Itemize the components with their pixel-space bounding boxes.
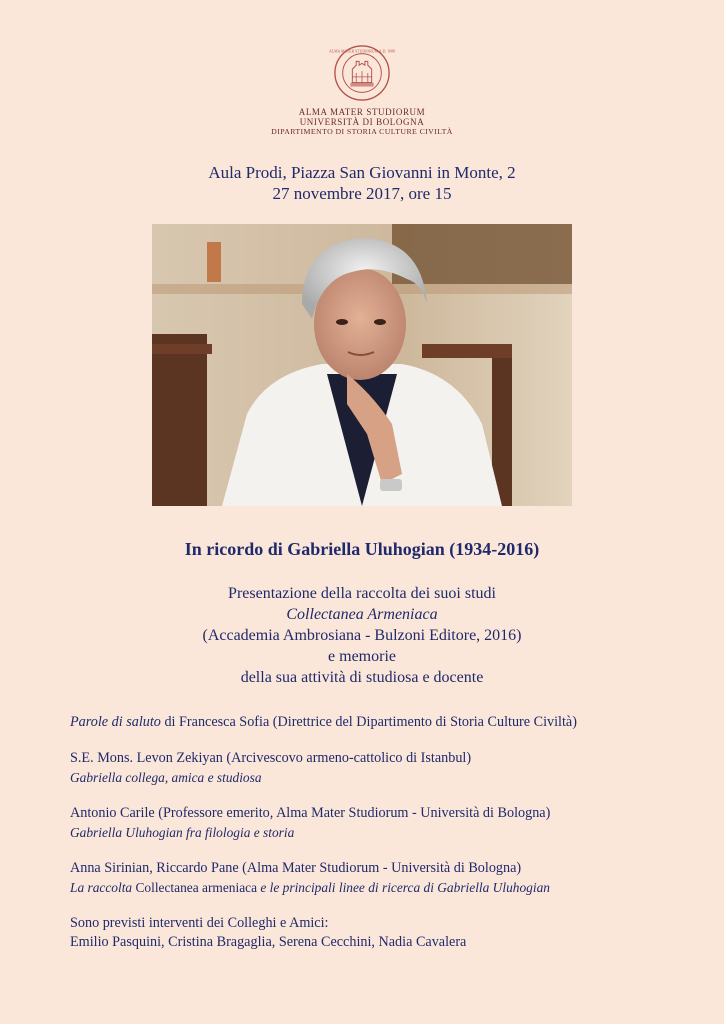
talk-title-book: Collectanea armeniaca [135, 880, 258, 895]
guests-list: Emilio Pasquini, Cristina Bragaglia, Serena Cecchini, Nadia Cavalera [70, 934, 467, 950]
speaker-name: S.E. Mons. Levon Zekiyan (Arcivescovo armeno-cattolico di Istanbul) [70, 750, 472, 766]
presentation-line-1: Presentazione della raccolta dei suoi studi [228, 585, 496, 602]
speaker-item [70, 749, 690, 787]
speaker-name: Anna Sirinian, Riccardo Pane (Alma Mater Studiorum - Università di Bologna) [70, 860, 522, 876]
program [70, 713, 690, 969]
venue-date: 27 novembre 2017, ore 15 [272, 184, 452, 203]
header [0, 44, 724, 137]
speaker-item [70, 859, 690, 897]
greeting-speaker: di Francesca Sofia (Direttrice del Dipartimento di Storia Culture Civiltà) [160, 714, 577, 730]
book-title: Collectanea Armeniaca [286, 606, 438, 623]
talk-title: Gabriella Uluhogian fra filologia e storia [70, 825, 295, 840]
portrait-illustration [152, 224, 572, 506]
publisher: (Accademia Ambrosiana - Bulzoni Editore, 2016) [202, 627, 522, 644]
institution-line-3: DIPARTIMENTO DI STORIA CULTURE CIVILTÀ [271, 127, 453, 136]
institution-line-1: ALMA MATER STUDIORUM [298, 107, 426, 117]
presentation-line-4: e memorie [328, 648, 396, 665]
greeting-item [70, 713, 690, 732]
talk-title-part: La raccolta [70, 880, 136, 895]
university-seal-icon [328, 44, 396, 102]
guests-intro: Sono previsti interventi dei Colleghi e Amici: [70, 915, 329, 931]
talk-title: Gabriella collega, amica e studiosa [70, 770, 262, 785]
venue-place: Aula Prodi, Piazza San Giovanni in Monte, 2 [208, 163, 516, 182]
presentation-line-5: della sua attività di studiosa e docente [240, 669, 484, 686]
event-title: In ricordo di Gabriella Uluhogian (1934-2016) [184, 539, 540, 559]
portrait-photo [152, 224, 572, 506]
venue [0, 162, 724, 204]
institution-line-2: UNIVERSITÀ DI BOLOGNA [299, 116, 425, 127]
speaker-item [70, 804, 690, 842]
talk-title [70, 878, 690, 897]
guests-item [70, 914, 690, 952]
institution-block [0, 108, 724, 137]
greeting-label: Parole di saluto [70, 714, 161, 730]
speaker-name: Antonio Carile (Professore emerito, Alma Mater Studiorum - Università di Bologna) [70, 805, 551, 821]
presentation-block [0, 583, 724, 688]
talk-title-part: e le principali linee di ricerca di Gabriella Uluhogian [257, 880, 550, 895]
seal-text: ALMA MATER STUDIORUM A.D. 1088 [328, 49, 396, 54]
